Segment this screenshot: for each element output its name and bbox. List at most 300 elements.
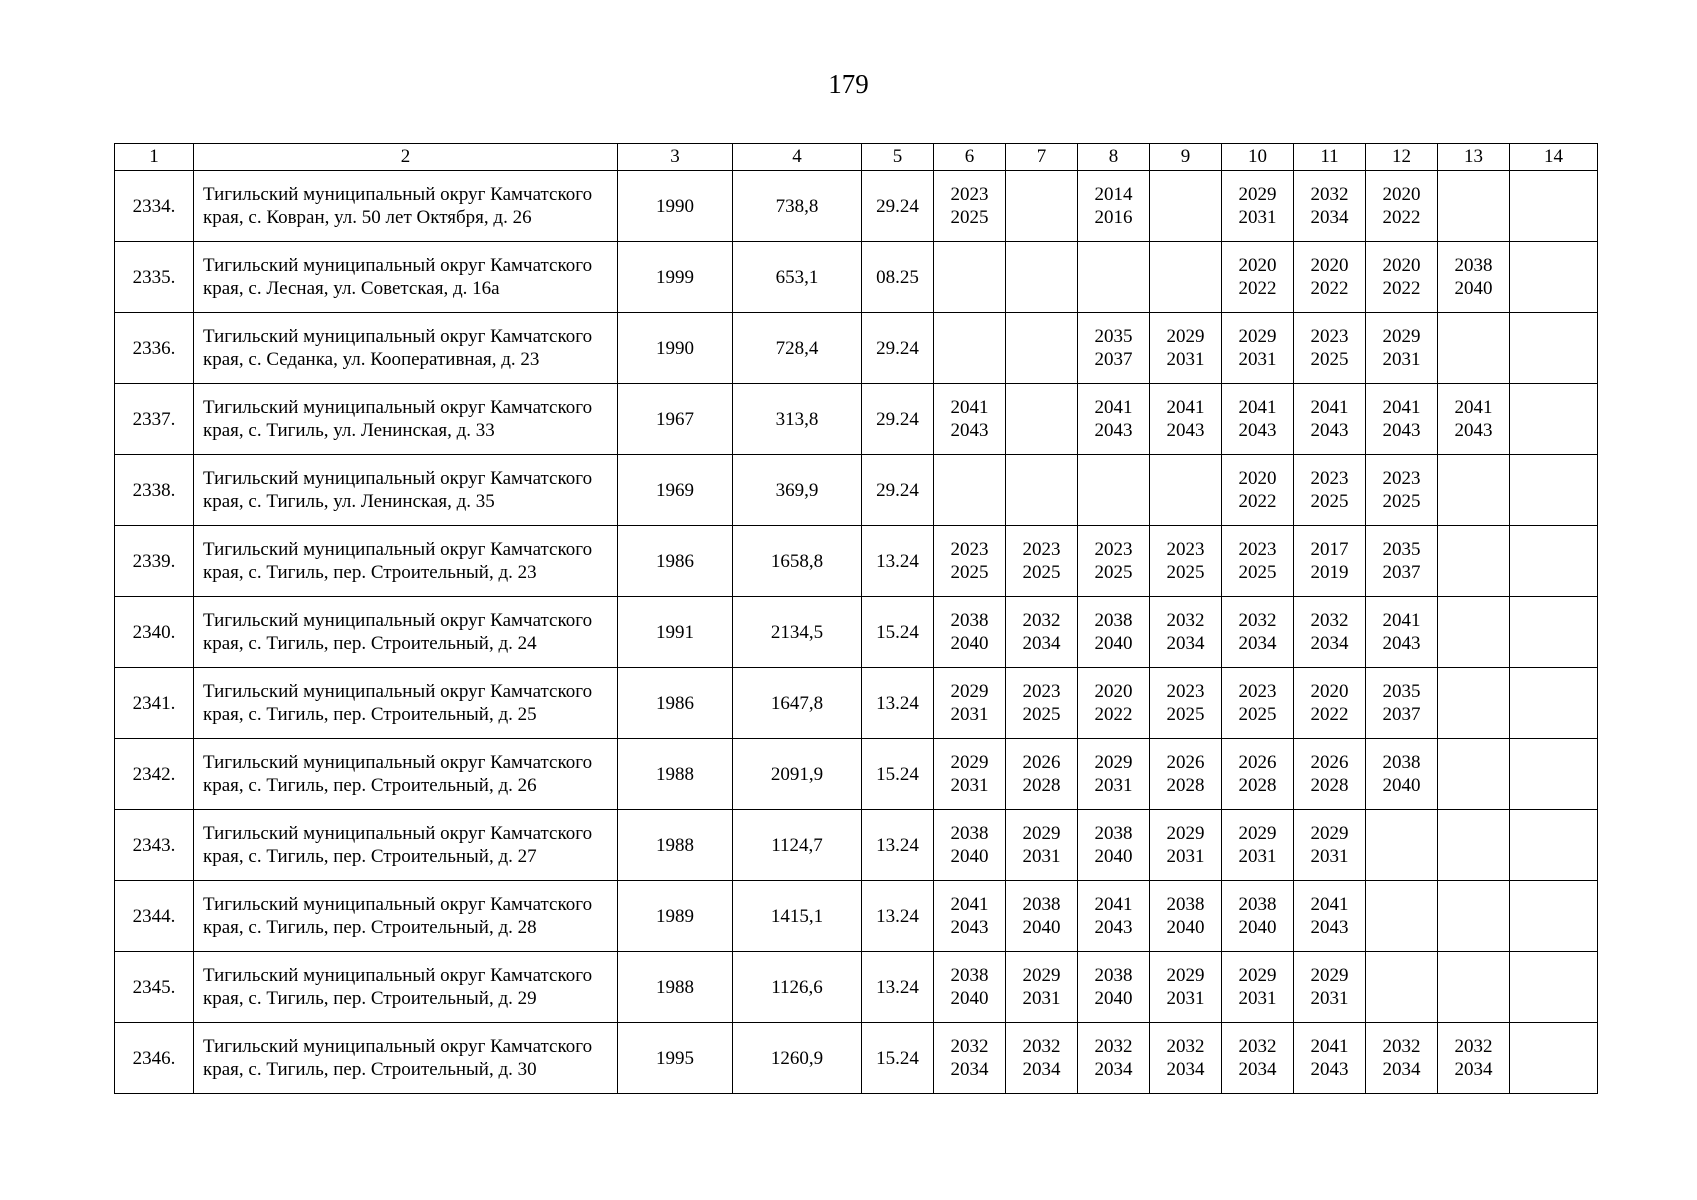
period-cell-col-11 <box>1294 526 1366 597</box>
table-row <box>115 171 1598 242</box>
period-cell-col-12 <box>1366 810 1438 881</box>
period-cell-col-9 <box>1150 313 1222 384</box>
year-line: 2028 <box>1166 775 1205 796</box>
period-cell-col-12 <box>1366 1023 1438 1094</box>
period-cell-col-7 <box>1006 242 1078 313</box>
year-line: 2022 <box>1310 704 1349 725</box>
period-cell-col-14 <box>1510 881 1598 952</box>
year-line: 2034 <box>1382 1059 1421 1080</box>
period-cell-col-6 <box>934 668 1006 739</box>
year-line: 2031 <box>1022 846 1061 867</box>
period-cell-col-7 <box>1006 384 1078 455</box>
period-cell-col-10 <box>1222 739 1294 810</box>
year-line: 2041 <box>1382 610 1421 631</box>
year-line: 2025 <box>950 562 989 583</box>
year-line: 2022 <box>1382 207 1421 228</box>
year-line: 2026 <box>1310 752 1349 773</box>
year-line: 2034 <box>1166 1059 1205 1080</box>
period-cell-col-8 <box>1078 313 1150 384</box>
year-line: 2031 <box>950 775 989 796</box>
year-line: 2032 <box>1310 184 1349 205</box>
year-line: 2025 <box>1238 562 1277 583</box>
year-line: 2040 <box>1094 988 1133 1009</box>
period-cell-col-13 <box>1438 171 1510 242</box>
period-cell-col-9 <box>1150 171 1222 242</box>
period-cell-col-10 <box>1222 455 1294 526</box>
period-cell-col-11 <box>1294 1023 1366 1094</box>
period-cell-col-6 <box>934 313 1006 384</box>
year-line: 2025 <box>1022 562 1061 583</box>
period-cell-col-7 <box>1006 171 1078 242</box>
period-cell-col-12 <box>1366 313 1438 384</box>
table-row <box>115 1023 1598 1094</box>
period-cell-col-11 <box>1294 668 1366 739</box>
year-line: 2040 <box>1454 278 1493 299</box>
period-cell-col-7 <box>1006 739 1078 810</box>
period-cell-col-14 <box>1510 1023 1598 1094</box>
year-line: 2043 <box>950 420 989 441</box>
code-cell: 13.24 <box>862 668 934 739</box>
period-cell-col-6 <box>934 455 1006 526</box>
area-cell: 1647,8 <box>733 668 862 739</box>
year-line: 2026 <box>1022 752 1061 773</box>
year-line: 2034 <box>1310 633 1349 654</box>
year-line: 2019 <box>1310 562 1349 583</box>
table-row <box>115 952 1598 1023</box>
year-line: 2029 <box>1238 965 1277 986</box>
year-built-cell: 1989 <box>618 881 733 952</box>
year-line: 2022 <box>1238 278 1277 299</box>
year-line: 2043 <box>1382 420 1421 441</box>
year-line: 2032 <box>1310 610 1349 631</box>
period-cell-col-8 <box>1078 881 1150 952</box>
period-cell-col-13 <box>1438 526 1510 597</box>
year-line: 2032 <box>1022 610 1061 631</box>
code-cell: 13.24 <box>862 526 934 597</box>
year-line: 2037 <box>1382 562 1421 583</box>
year-line: 2029 <box>1166 965 1205 986</box>
period-cell-col-6 <box>934 1023 1006 1094</box>
year-line: 2037 <box>1382 704 1421 725</box>
year-line: 2032 <box>950 1036 989 1057</box>
year-line: 2031 <box>1166 349 1205 370</box>
year-line: 2022 <box>1382 278 1421 299</box>
period-cell-col-12 <box>1366 597 1438 668</box>
year-line: 2014 <box>1094 184 1133 205</box>
year-line: 2040 <box>1022 917 1061 938</box>
year-line: 2038 <box>1022 894 1061 915</box>
year-built-cell: 1988 <box>618 810 733 881</box>
year-line: 2038 <box>950 610 989 631</box>
period-cell-col-8 <box>1078 952 1150 1023</box>
year-line: 2023 <box>1166 681 1205 702</box>
period-cell-col-9 <box>1150 810 1222 881</box>
period-cell-col-12 <box>1366 455 1438 526</box>
period-cell-col-12 <box>1366 881 1438 952</box>
period-cell-col-7 <box>1006 1023 1078 1094</box>
year-line: 2038 <box>1094 610 1133 631</box>
year-line: 2040 <box>950 988 989 1009</box>
year-line: 2043 <box>1094 917 1133 938</box>
period-cell-col-13 <box>1438 952 1510 1023</box>
period-cell-col-6 <box>934 526 1006 597</box>
period-cell-col-10 <box>1222 952 1294 1023</box>
year-line: 2023 <box>1022 681 1061 702</box>
period-cell-col-11 <box>1294 384 1366 455</box>
row-number-cell: 2341. <box>115 668 194 739</box>
table-row <box>115 384 1598 455</box>
year-line: 2040 <box>950 846 989 867</box>
table-row <box>115 242 1598 313</box>
area-cell: 1126,6 <box>733 952 862 1023</box>
year-line: 2032 <box>1238 1036 1277 1057</box>
area-cell: 369,9 <box>733 455 862 526</box>
year-line: 2023 <box>1238 539 1277 560</box>
year-line: 2029 <box>1166 326 1205 347</box>
row-number-cell: 2338. <box>115 455 194 526</box>
period-cell-col-9 <box>1150 455 1222 526</box>
period-cell-col-14 <box>1510 739 1598 810</box>
year-line: 2041 <box>1094 397 1133 418</box>
period-cell-col-13 <box>1438 384 1510 455</box>
area-cell: 728,4 <box>733 313 862 384</box>
year-line: 2034 <box>1454 1059 1493 1080</box>
period-cell-col-11 <box>1294 952 1366 1023</box>
year-built-cell: 1995 <box>618 1023 733 1094</box>
year-line: 2031 <box>1166 846 1205 867</box>
period-cell-col-10 <box>1222 810 1294 881</box>
period-cell-col-14 <box>1510 313 1598 384</box>
row-number-cell: 2337. <box>115 384 194 455</box>
address-cell: Тигильский муниципальный округ Камчатского края, с. Тигиль, пер. Строительный, д. 29 <box>194 952 618 1023</box>
year-line: 2025 <box>1166 704 1205 725</box>
address-cell: Тигильский муниципальный округ Камчатского края, с. Тигиль, пер. Строительный, д. 26 <box>194 739 618 810</box>
code-cell: 29.24 <box>862 455 934 526</box>
year-line: 2038 <box>1238 894 1277 915</box>
year-line: 2025 <box>1094 562 1133 583</box>
year-line: 2038 <box>1094 823 1133 844</box>
period-cell-col-11 <box>1294 810 1366 881</box>
period-cell-col-6 <box>934 952 1006 1023</box>
year-line: 2031 <box>1094 775 1133 796</box>
year-line: 2034 <box>1310 207 1349 228</box>
year-line: 2020 <box>1382 184 1421 205</box>
year-line: 2025 <box>1166 562 1205 583</box>
year-line: 2038 <box>950 823 989 844</box>
year-line: 2038 <box>950 965 989 986</box>
period-cell-col-13 <box>1438 739 1510 810</box>
year-line: 2023 <box>1382 468 1421 489</box>
period-cell-col-14 <box>1510 384 1598 455</box>
year-line: 2022 <box>1238 491 1277 512</box>
year-line: 2032 <box>1022 1036 1061 1057</box>
year-line: 2023 <box>950 539 989 560</box>
year-line: 2031 <box>1238 846 1277 867</box>
period-cell-col-8 <box>1078 526 1150 597</box>
year-line: 2025 <box>1382 491 1421 512</box>
year-line: 2038 <box>1094 965 1133 986</box>
year-line: 2023 <box>1022 539 1061 560</box>
period-cell-col-10 <box>1222 384 1294 455</box>
address-cell: Тигильский муниципальный округ Камчатского края, с. Тигиль, пер. Строительный, д. 23 <box>194 526 618 597</box>
year-line: 2040 <box>1166 917 1205 938</box>
period-cell-col-14 <box>1510 952 1598 1023</box>
year-line: 2031 <box>1238 988 1277 1009</box>
year-line: 2032 <box>1166 610 1205 631</box>
year-built-cell: 1991 <box>618 597 733 668</box>
year-line: 2029 <box>1310 965 1349 986</box>
register-table <box>114 143 1598 1094</box>
table-row <box>115 313 1598 384</box>
row-number-cell: 2340. <box>115 597 194 668</box>
address-cell: Тигильский муниципальный округ Камчатского края, с. Ковран, ул. 50 лет Октября, д. 26 <box>194 171 618 242</box>
period-cell-col-12 <box>1366 952 1438 1023</box>
period-cell-col-7 <box>1006 668 1078 739</box>
period-cell-col-11 <box>1294 242 1366 313</box>
year-line: 2040 <box>1094 846 1133 867</box>
year-line: 2029 <box>1022 823 1061 844</box>
period-cell-col-9 <box>1150 739 1222 810</box>
year-built-cell: 1988 <box>618 739 733 810</box>
year-line: 2035 <box>1094 326 1133 347</box>
period-cell-col-12 <box>1366 526 1438 597</box>
year-line: 2035 <box>1382 681 1421 702</box>
period-cell-col-8 <box>1078 384 1150 455</box>
year-line: 2031 <box>1382 349 1421 370</box>
year-line: 2040 <box>1238 917 1277 938</box>
code-cell: 15.24 <box>862 597 934 668</box>
period-cell-col-9 <box>1150 384 1222 455</box>
area-cell: 1260,9 <box>733 1023 862 1094</box>
period-cell-col-12 <box>1366 668 1438 739</box>
year-built-cell: 1999 <box>618 242 733 313</box>
row-number-cell: 2342. <box>115 739 194 810</box>
address-cell: Тигильский муниципальный округ Камчатского края, с. Тигиль, пер. Строительный, д. 30 <box>194 1023 618 1094</box>
period-cell-col-10 <box>1222 242 1294 313</box>
code-cell: 29.24 <box>862 384 934 455</box>
row-number-cell: 2344. <box>115 881 194 952</box>
year-line: 2020 <box>1310 681 1349 702</box>
period-cell-col-8 <box>1078 810 1150 881</box>
year-line: 2029 <box>1238 326 1277 347</box>
year-line: 2043 <box>1166 420 1205 441</box>
table-row <box>115 810 1598 881</box>
year-line: 2043 <box>1310 917 1349 938</box>
year-line: 2023 <box>1166 539 1205 560</box>
period-cell-col-10 <box>1222 668 1294 739</box>
year-line: 2031 <box>950 704 989 725</box>
period-cell-col-8 <box>1078 1023 1150 1094</box>
year-line: 2034 <box>1022 633 1061 654</box>
column-header-6: 6 <box>934 144 1006 171</box>
year-line: 2029 <box>1310 823 1349 844</box>
period-cell-col-12 <box>1366 171 1438 242</box>
year-line: 2034 <box>1238 633 1277 654</box>
code-cell: 29.24 <box>862 171 934 242</box>
year-line: 2029 <box>950 681 989 702</box>
period-cell-col-13 <box>1438 455 1510 526</box>
period-cell-col-9 <box>1150 881 1222 952</box>
year-line: 2032 <box>1382 1036 1421 1057</box>
address-cell: Тигильский муниципальный округ Камчатского края, с. Тигиль, пер. Строительный, д. 27 <box>194 810 618 881</box>
period-cell-col-9 <box>1150 1023 1222 1094</box>
column-header-5: 5 <box>862 144 934 171</box>
year-line: 2025 <box>1310 491 1349 512</box>
year-line: 2037 <box>1094 349 1133 370</box>
year-line: 2041 <box>1310 894 1349 915</box>
period-cell-col-14 <box>1510 171 1598 242</box>
period-cell-col-9 <box>1150 952 1222 1023</box>
year-line: 2041 <box>950 894 989 915</box>
area-cell: 1658,8 <box>733 526 862 597</box>
year-line: 2034 <box>1238 1059 1277 1080</box>
year-line: 2032 <box>1454 1036 1493 1057</box>
area-cell: 1124,7 <box>733 810 862 881</box>
period-cell-col-8 <box>1078 171 1150 242</box>
period-cell-col-8 <box>1078 455 1150 526</box>
column-header-12: 12 <box>1366 144 1438 171</box>
table-row <box>115 881 1598 952</box>
year-line: 2023 <box>1310 468 1349 489</box>
area-cell: 2134,5 <box>733 597 862 668</box>
year-line: 2043 <box>1382 633 1421 654</box>
address-cell: Тигильский муниципальный округ Камчатского края, с. Тигиль, ул. Ленинская, д. 35 <box>194 455 618 526</box>
year-line: 2043 <box>1238 420 1277 441</box>
period-cell-col-10 <box>1222 313 1294 384</box>
period-cell-col-9 <box>1150 526 1222 597</box>
year-line: 2031 <box>1022 988 1061 1009</box>
period-cell-col-11 <box>1294 739 1366 810</box>
year-line: 2029 <box>1238 823 1277 844</box>
row-number-cell: 2345. <box>115 952 194 1023</box>
period-cell-col-11 <box>1294 455 1366 526</box>
area-cell: 738,8 <box>733 171 862 242</box>
column-header-13: 13 <box>1438 144 1510 171</box>
year-line: 2025 <box>950 207 989 228</box>
year-line: 2038 <box>1454 255 1493 276</box>
period-cell-col-7 <box>1006 952 1078 1023</box>
period-cell-col-7 <box>1006 597 1078 668</box>
year-line: 2031 <box>1166 988 1205 1009</box>
period-cell-col-9 <box>1150 668 1222 739</box>
year-line: 2023 <box>1238 681 1277 702</box>
period-cell-col-6 <box>934 597 1006 668</box>
year-line: 2022 <box>1094 704 1133 725</box>
year-line: 2029 <box>1022 965 1061 986</box>
year-line: 2023 <box>1310 326 1349 347</box>
year-line: 2040 <box>1094 633 1133 654</box>
year-line: 2032 <box>1094 1036 1133 1057</box>
code-cell: 15.24 <box>862 739 934 810</box>
code-cell: 29.24 <box>862 313 934 384</box>
period-cell-col-9 <box>1150 242 1222 313</box>
year-line: 2040 <box>950 633 989 654</box>
column-header-8: 8 <box>1078 144 1150 171</box>
year-line: 2038 <box>1166 894 1205 915</box>
year-line: 2034 <box>950 1059 989 1080</box>
period-cell-col-14 <box>1510 455 1598 526</box>
year-built-cell: 1986 <box>618 668 733 739</box>
column-header-11: 11 <box>1294 144 1366 171</box>
row-number-cell: 2336. <box>115 313 194 384</box>
year-line: 2025 <box>1310 349 1349 370</box>
table-row <box>115 668 1598 739</box>
period-cell-col-13 <box>1438 313 1510 384</box>
column-header-14: 14 <box>1510 144 1598 171</box>
address-cell: Тигильский муниципальный округ Камчатского края, с. Тигиль, пер. Строительный, д. 28 <box>194 881 618 952</box>
year-line: 2028 <box>1310 775 1349 796</box>
area-cell: 313,8 <box>733 384 862 455</box>
period-cell-col-13 <box>1438 1023 1510 1094</box>
year-line: 2020 <box>1382 255 1421 276</box>
period-cell-col-13 <box>1438 810 1510 881</box>
address-cell: Тигильский муниципальный округ Камчатского края, с. Тигиль, ул. Ленинская, д. 33 <box>194 384 618 455</box>
year-line: 2017 <box>1310 539 1349 560</box>
year-built-cell: 1988 <box>618 952 733 1023</box>
year-line: 2041 <box>950 397 989 418</box>
year-line: 2025 <box>1238 704 1277 725</box>
year-line: 2026 <box>1166 752 1205 773</box>
period-cell-col-14 <box>1510 668 1598 739</box>
period-cell-col-7 <box>1006 881 1078 952</box>
table-body <box>115 171 1598 1094</box>
period-cell-col-14 <box>1510 810 1598 881</box>
period-cell-col-6 <box>934 810 1006 881</box>
period-cell-col-13 <box>1438 668 1510 739</box>
period-cell-col-10 <box>1222 881 1294 952</box>
period-cell-col-10 <box>1222 597 1294 668</box>
year-built-cell: 1990 <box>618 171 733 242</box>
period-cell-col-6 <box>934 384 1006 455</box>
row-number-cell: 2334. <box>115 171 194 242</box>
area-cell: 2091,9 <box>733 739 862 810</box>
period-cell-col-13 <box>1438 597 1510 668</box>
column-header-4: 4 <box>733 144 862 171</box>
year-line: 2035 <box>1382 539 1421 560</box>
column-header-2: 2 <box>194 144 618 171</box>
period-cell-col-7 <box>1006 810 1078 881</box>
period-cell-col-8 <box>1078 597 1150 668</box>
code-cell: 13.24 <box>862 952 934 1023</box>
year-line: 2020 <box>1310 255 1349 276</box>
year-line: 2023 <box>950 184 989 205</box>
column-header-10: 10 <box>1222 144 1294 171</box>
period-cell-col-13 <box>1438 881 1510 952</box>
area-cell: 653,1 <box>733 242 862 313</box>
column-header-1: 1 <box>115 144 194 171</box>
year-line: 2029 <box>1166 823 1205 844</box>
table-row <box>115 739 1598 810</box>
column-header-3: 3 <box>618 144 733 171</box>
period-cell-col-9 <box>1150 597 1222 668</box>
period-cell-col-10 <box>1222 171 1294 242</box>
period-cell-col-7 <box>1006 526 1078 597</box>
year-line: 2032 <box>1238 610 1277 631</box>
year-line: 2034 <box>1094 1059 1133 1080</box>
address-cell: Тигильский муниципальный округ Камчатского края, с. Седанка, ул. Кооперативная, д. 23 <box>194 313 618 384</box>
year-line: 2041 <box>1238 397 1277 418</box>
year-line: 2020 <box>1238 255 1277 276</box>
period-cell-col-6 <box>934 739 1006 810</box>
page-number: 179 <box>828 69 869 99</box>
period-cell-col-10 <box>1222 1023 1294 1094</box>
year-line: 2020 <box>1094 681 1133 702</box>
period-cell-col-11 <box>1294 313 1366 384</box>
code-cell: 13.24 <box>862 810 934 881</box>
year-line: 2043 <box>1310 1059 1349 1080</box>
year-line: 2032 <box>1166 1036 1205 1057</box>
period-cell-col-11 <box>1294 597 1366 668</box>
